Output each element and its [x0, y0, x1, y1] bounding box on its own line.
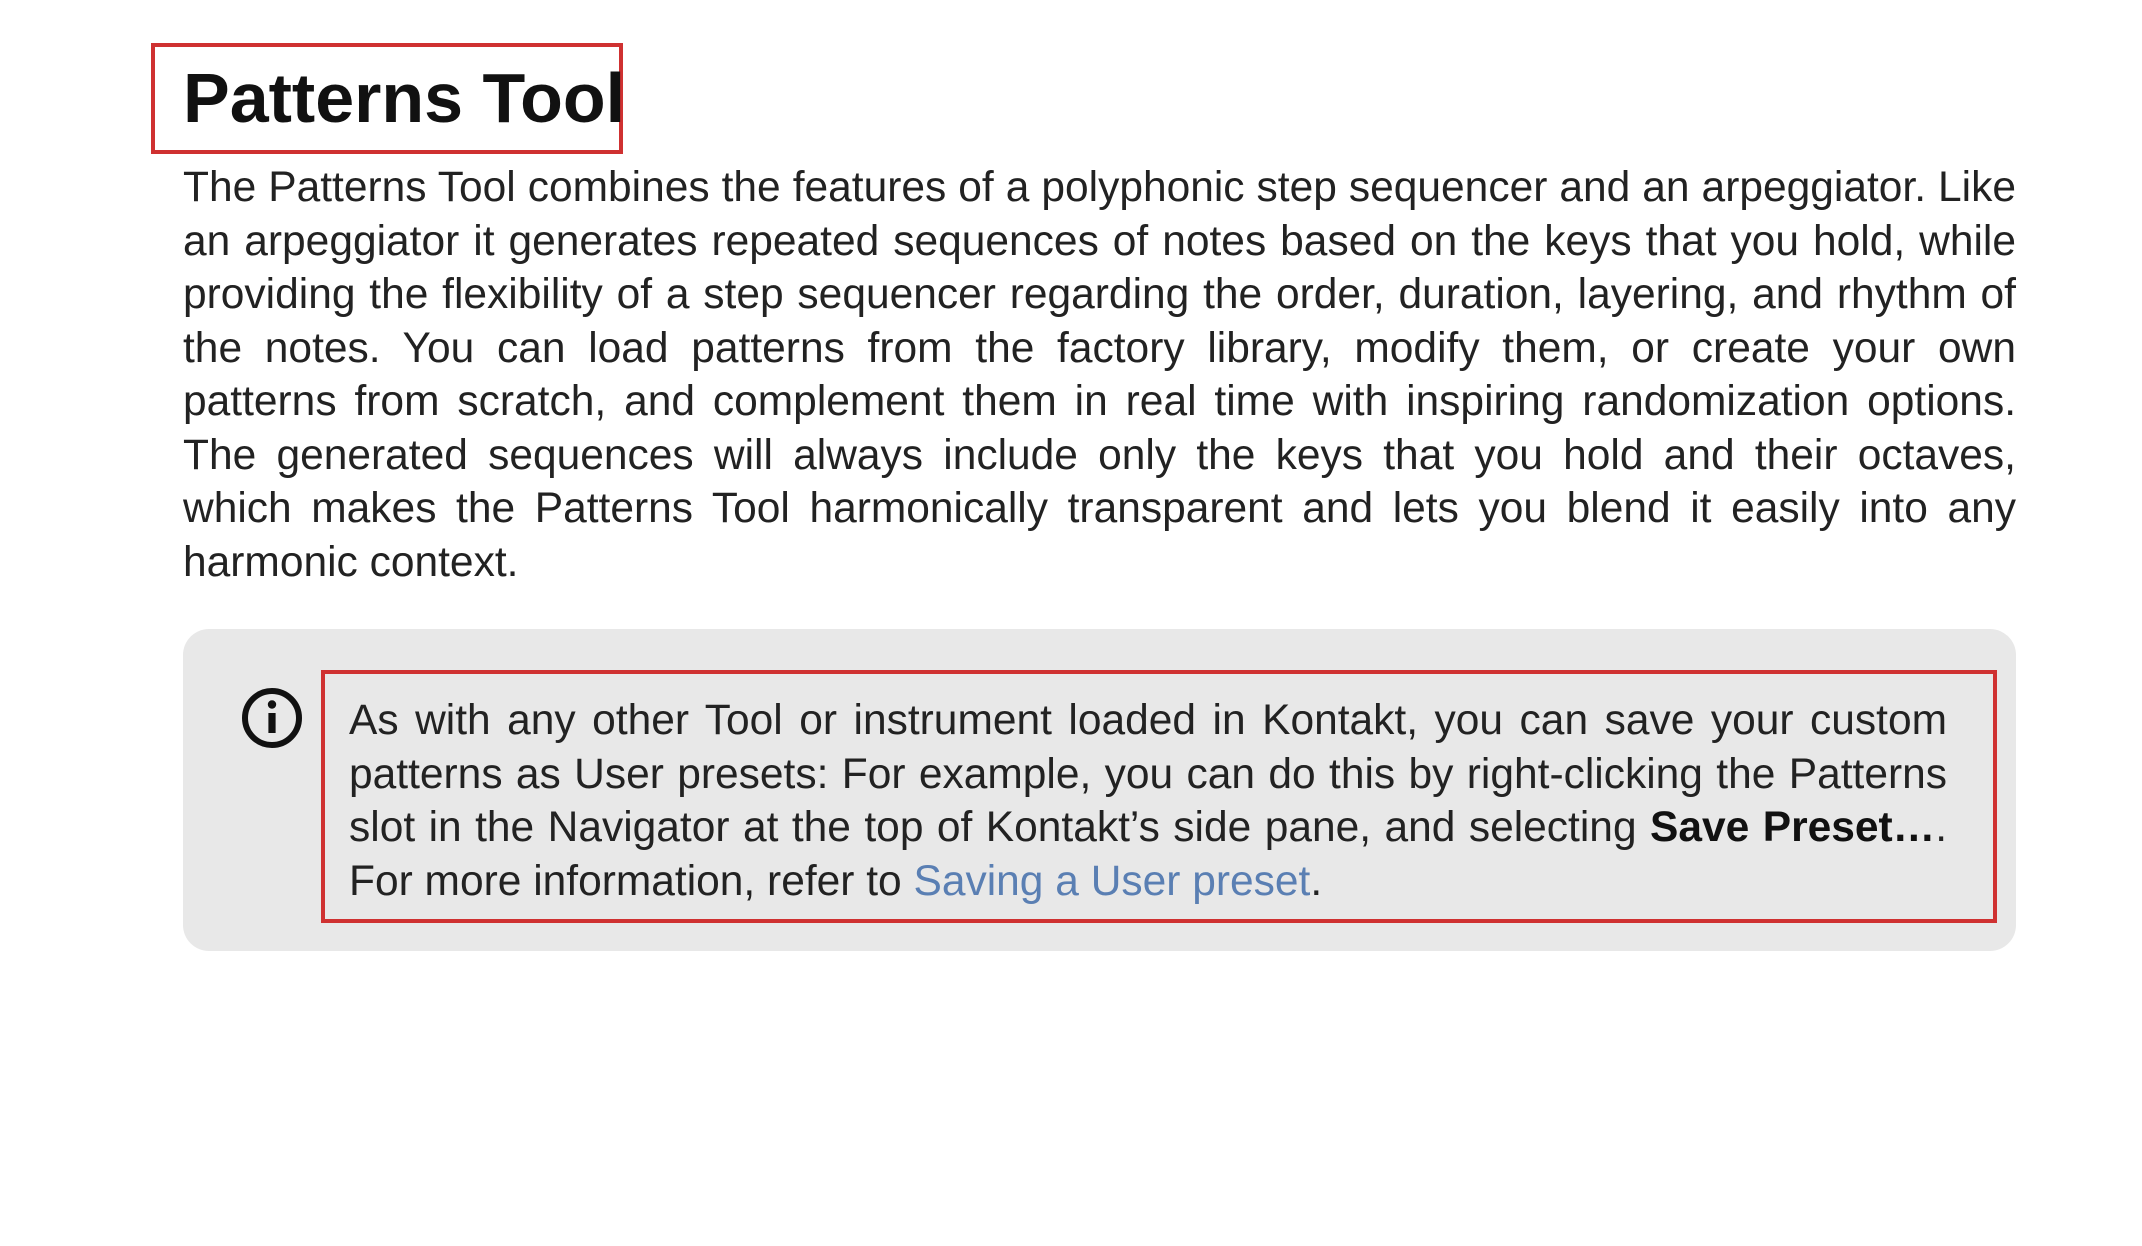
note-text — [349, 694, 1947, 908]
intro-paragraph: The Patterns Tool combines the features of a polyphonic step sequencer and an arpeggiator. Like an arpeggiator it generates repeated sequences of notes based on the keys that you hold, while providing the flexibility of a step sequencer regarding the order, duration, layering, and rhythm of the notes. You can load patterns from the factory library, modify them, or create your own patterns from scratch, and complement them in real time with inspiring randomization options. The generated sequences will always include only the keys that you hold and their octaves, which makes the Patterns Tool harmonically transparent and lets you blend it easily into any harmonic context. — [183, 164, 2016, 586]
note-text-part: . For more information, refer to — [349, 804, 1947, 905]
page-title: Patterns Tool — [183, 59, 626, 137]
info-icon — [241, 687, 303, 749]
saving-user-preset-link[interactable]: Saving a User preset — [913, 857, 1311, 905]
note-text-end: . — [1310, 857, 1323, 905]
save-preset-label: Save Preset… — [1650, 804, 1936, 851]
note-text-part: As with any other Tool or instrument loaded in Kontakt, you can save your custom patterns as User presets: For example, you can do this by right-clicking the Patterns slot in the Navigator at the top of Kontakt’s side pane, and selecting — [349, 697, 1947, 851]
